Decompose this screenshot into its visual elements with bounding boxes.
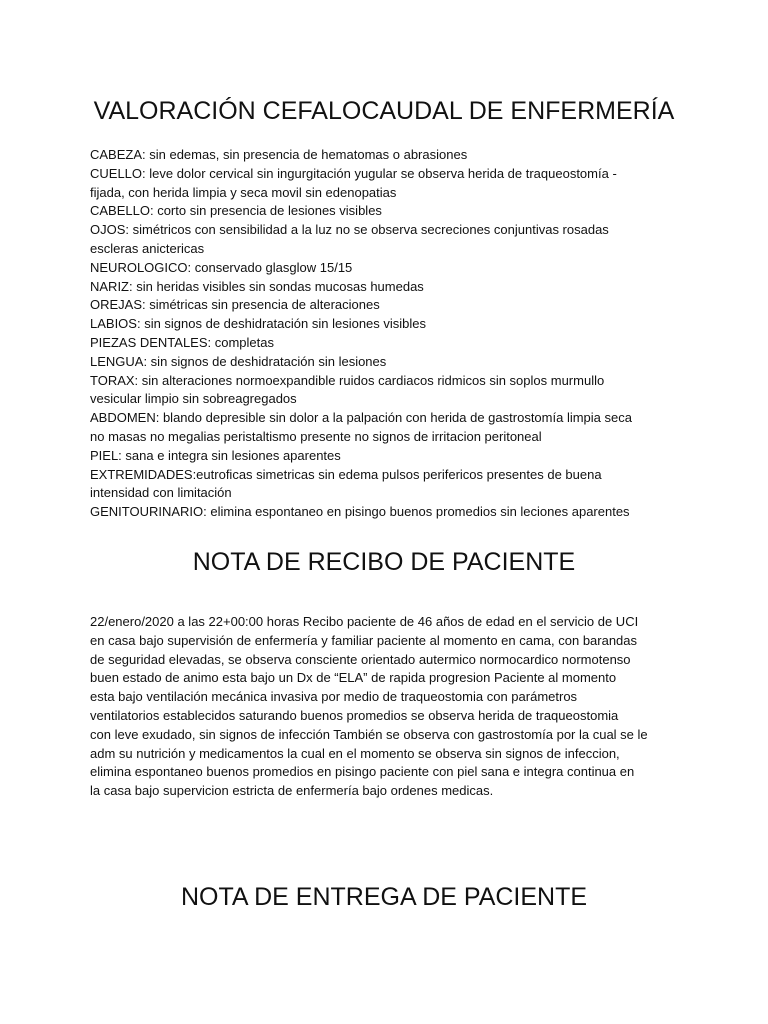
assessment-line-abdomen: ABDOMEN: blando depresible sin dolor a la palpación con herida de gastrostomía limpia seca: [90, 410, 632, 426]
handover-note-title: NOTA DE ENTREGA DE PACIENTE: [180, 883, 588, 911]
assessment-line-torax-cont: vesicular limpio sin sobreagregados: [90, 391, 297, 407]
receive-note-line: esta bajo ventilación mecánica invasiva por medio de traqueostomia con parámetros: [90, 689, 578, 705]
receive-note-line: 22/enero/2020 a las 22+00:00 horas Recibo paciente de 46 años de edad en el servicio de UCI: [90, 614, 639, 629]
assessment-line-cabello: CABELLO: corto sin presencia de lesiones visibles: [90, 203, 382, 219]
receive-note-title: NOTA DE RECIBO DE PACIENTE: [192, 548, 576, 576]
receive-note-line: adm su nutrición y medicamentos la cual en el momento se observa sin signos de infeccion,: [90, 745, 620, 761]
assessment-line-cabeza: CABEZA: sin edemas, sin presencia de hematomas o abrasiones: [90, 147, 468, 162]
assessment-line-lengua: LENGUA: sin signos de deshidratación sin lesiones: [90, 353, 387, 369]
assessment-line-piel: PIEL: sana e integra sin lesiones aparentes: [90, 447, 341, 463]
assessment-line-abdomen-cont: no masas no megalias peristaltismo presente no signos de irritacion peritoneal: [90, 428, 542, 444]
receive-note-line: la casa bajo supervicion estricta de enfermería bajo ordenes medicas.: [90, 783, 494, 799]
receive-note-body: [90, 613, 690, 801]
receive-note-line: buen estado de animo esta bajo un Dx de “ELA” de rapida progresion Paciente al momento: [90, 670, 617, 686]
assessment-line-piezas-dentales: PIEZAS DENTALES: completas: [90, 334, 274, 350]
assessment-line-genitourinario: GENITOURINARIO: elimina espontaneo en pisingo buenos promedios sin leciones aparentes: [90, 504, 630, 520]
assessment-line-nariz: NARIZ: sin heridas visibles sin sondas mucosas humedas: [90, 278, 424, 294]
assessment-line-orejas: OREJAS: simétricas sin presencia de alteraciones: [90, 297, 380, 313]
receive-note-line: elimina espontaneo buenos promedios en pisingo paciente con piel sana e integra continua en: [90, 764, 635, 780]
assessment-line-cuello-cont: fijada, con herida limpia y seca movil sin edenopatias: [90, 184, 397, 200]
assessment-line-labios: LABIOS: sin signos de deshidratación sin lesiones visibles: [90, 316, 427, 332]
assessment-line-extremidades-cont: intensidad con limitación: [90, 485, 232, 501]
assessment-line-neurologico: NEUROLOGICO: conservado glasglow 15/15: [90, 259, 353, 275]
assessment-list: [90, 146, 690, 522]
receive-note-line: en casa bajo supervisión de enfermería y familiar paciente al momento en cama, con barandas: [90, 632, 638, 648]
assessment-line-extremidades: EXTREMIDADES:eutroficas simetricas sin edema pulsos perifericos presentes de buena: [90, 466, 602, 482]
receive-note-line: ventilatorios establecidos saturando buenos promedios se observa herida de traqueostomia: [90, 707, 619, 723]
assessment-title: VALORACIÓN CEFALOCAUDAL DE ENFERMERÍA: [93, 97, 675, 125]
assessment-line-ojos: OJOS: simétricos con sensibilidad a la luz no se observa secreciones conjuntivas rosadas: [90, 222, 609, 238]
receive-note-line: con leve exudado, sin signos de infección También se observa con gastrostomía por la cual se le: [90, 726, 648, 742]
assessment-line-ojos-cont: escleras anictericas: [90, 240, 205, 256]
receive-note-line: de seguridad elevadas, se observa consciente orientado autermico normocardico normotenso: [90, 651, 631, 667]
assessment-line-torax: TORAX: sin alteraciones normoexpandible ruidos cardiacos ridmicos sin soplos murmullo: [90, 372, 605, 388]
assessment-line-cuello: CUELLO: leve dolor cervical sin ingurgitación yugular se observa herida de traqueostomía -: [90, 165, 617, 181]
